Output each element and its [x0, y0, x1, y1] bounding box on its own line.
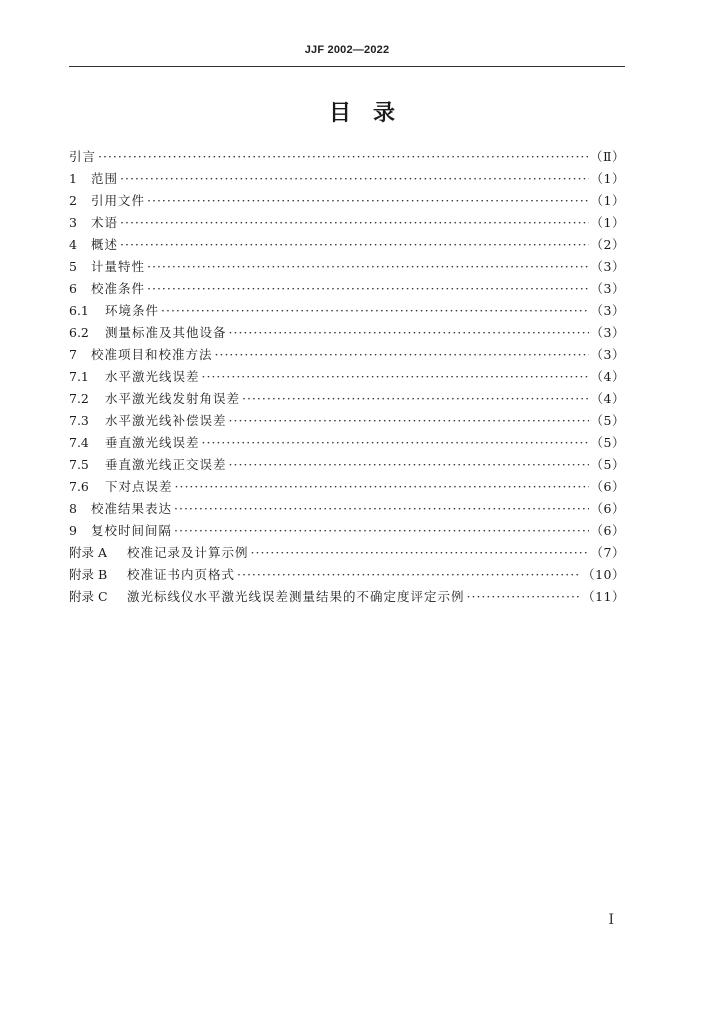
header-rule [69, 66, 625, 67]
toc-entry-title: 校准结果表达 [91, 501, 173, 516]
toc-entry-title: 垂直激光线正交误差 [105, 457, 227, 472]
toc-leader-dots [147, 190, 589, 212]
toc-leader-dots [202, 366, 589, 388]
toc-entry-title: 复校时间间隔 [91, 523, 173, 538]
page-number: I [608, 912, 614, 928]
toc-entry-title: 下对点误差 [105, 479, 173, 494]
toc-entry-page: （Ⅱ） [590, 149, 625, 164]
toc-entry-title: 水平激光线发射角误差 [105, 391, 241, 406]
toc-leader-dots [174, 520, 589, 542]
toc-entry-page: （4） [590, 369, 625, 384]
toc-entry-page: （3） [590, 259, 625, 274]
toc-entry-title: 激光标线仪水平激光线误差测量结果的不确定度评定示例 [127, 589, 465, 604]
toc-entry-title: 校准条件 [91, 281, 146, 296]
toc-entry[interactable] [69, 388, 625, 410]
toc-entry-number: 7.5 [69, 457, 89, 472]
toc-leader-dots [120, 168, 589, 190]
toc-entry-title: 校准记录及计算示例 [127, 545, 249, 560]
toc-entry-number: 附录 C [69, 589, 108, 604]
toc-entry-title: 引用文件 [91, 193, 146, 208]
toc-entry[interactable] [69, 300, 625, 322]
toc-leader-dots [215, 344, 589, 366]
toc-entry-page: （1） [590, 215, 625, 230]
running-header: JJF 2002—2022 [304, 44, 390, 56]
toc-entry[interactable] [69, 278, 625, 300]
toc-entry-number: 附录 B [69, 567, 108, 582]
toc-entry-page: （7） [590, 545, 625, 560]
toc-entry-number: 7 [69, 347, 77, 362]
toc-entry-title: 水平激光线误差 [105, 369, 200, 384]
toc-entry-page: （10） [582, 567, 625, 582]
toc-entry-page: （3） [590, 281, 625, 296]
toc-entry[interactable] [69, 432, 625, 454]
toc-entry[interactable] [69, 366, 625, 388]
toc-entry[interactable] [69, 344, 625, 366]
toc-entry-page: （5） [590, 457, 625, 472]
toc-entry-number: 1 [69, 171, 77, 186]
toc-entry-title: 水平激光线补偿误差 [105, 413, 227, 428]
toc-leader-dots [229, 410, 589, 432]
toc-leader-dots [467, 586, 581, 608]
toc-entry-page: （5） [590, 435, 625, 450]
toc-entry-title: 计量特性 [91, 259, 146, 274]
toc-entry-title: 术语 [91, 215, 119, 230]
toc-entry[interactable] [69, 564, 625, 586]
toc-leader-dots [161, 300, 589, 322]
toc-entry-page: （6） [590, 523, 625, 538]
toc-entry[interactable] [69, 586, 625, 608]
toc-entry-number: 7.4 [69, 435, 89, 450]
toc-leader-dots [251, 542, 589, 564]
toc-entry-number: 6 [69, 281, 77, 296]
toc-entry-number: 5 [69, 259, 77, 274]
toc-entry-title: 校准证书内页格式 [127, 567, 236, 582]
toc-leader-dots [175, 476, 589, 498]
toc-entry-number: 附录 A [69, 545, 108, 560]
toc-entry-number: 9 [69, 523, 77, 538]
toc-entry[interactable] [69, 476, 625, 498]
toc-entry-number: 7.1 [69, 369, 89, 384]
toc-leader-dots [229, 322, 589, 344]
toc-entry-page: （2） [590, 237, 625, 252]
toc-entry-number: 3 [69, 215, 77, 230]
toc-entry-number: 2 [69, 193, 77, 208]
toc-entry-page: （4） [590, 391, 625, 406]
toc-leader-dots [174, 498, 589, 520]
toc-entry[interactable] [69, 168, 625, 190]
toc-entry-page: （3） [590, 325, 625, 340]
toc-entry[interactable] [69, 542, 625, 564]
toc-entry-page: （3） [590, 347, 625, 362]
table-of-contents [69, 146, 625, 608]
toc-entry[interactable] [69, 454, 625, 476]
toc-entry-title: 校准项目和校准方法 [91, 347, 213, 362]
toc-entry-title: 测量标准及其他设备 [105, 325, 227, 340]
toc-leader-dots [147, 256, 589, 278]
toc-entry[interactable] [69, 256, 625, 278]
toc-entry[interactable] [69, 146, 625, 168]
page-title: 目 录 [328, 101, 395, 126]
toc-entry[interactable] [69, 520, 625, 542]
toc-leader-dots [237, 564, 580, 586]
toc-entry-title: 环境条件 [105, 303, 160, 318]
toc-entry-page: （3） [590, 303, 625, 318]
toc-entry[interactable] [69, 322, 625, 344]
toc-entry-number: 7.6 [69, 479, 89, 494]
toc-entry-number: 7.2 [69, 391, 89, 406]
toc-entry-page: （11） [582, 589, 625, 604]
toc-entry[interactable] [69, 212, 625, 234]
toc-entry-page: （5） [590, 413, 625, 428]
toc-entry[interactable] [69, 498, 625, 520]
toc-leader-dots [98, 146, 588, 168]
toc-entry-number: 6.1 [69, 303, 89, 318]
toc-entry-title: 垂直激光线误差 [105, 435, 200, 450]
toc-entry-number: 4 [69, 237, 77, 252]
toc-entry-page: （6） [590, 501, 625, 516]
toc-leader-dots [242, 388, 589, 410]
toc-leader-dots [202, 432, 589, 454]
toc-entry-page: （6） [590, 479, 625, 494]
toc-entry[interactable] [69, 410, 625, 432]
toc-leader-dots [120, 234, 589, 256]
toc-entry-title: 范围 [91, 171, 119, 186]
toc-leader-dots [229, 454, 589, 476]
toc-leader-dots [120, 212, 589, 234]
toc-entry-page: （1） [590, 193, 625, 208]
toc-entry-title: 引言 [69, 149, 97, 164]
toc-entry[interactable] [69, 234, 625, 256]
toc-entry-number: 8 [69, 501, 77, 516]
toc-leader-dots [147, 278, 589, 300]
toc-entry-page: （1） [590, 171, 625, 186]
toc-entry[interactable] [69, 190, 625, 212]
toc-entry-number: 7.3 [69, 413, 89, 428]
toc-entry-title: 概述 [91, 237, 119, 252]
toc-entry-number: 6.2 [69, 325, 89, 340]
